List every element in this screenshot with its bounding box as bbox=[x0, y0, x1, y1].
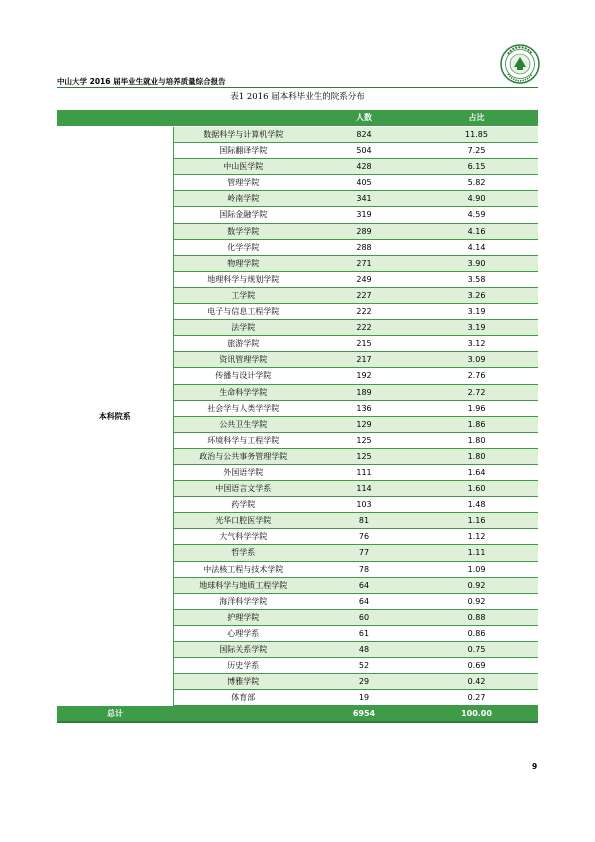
student-count: 129 bbox=[313, 416, 415, 432]
student-count: 103 bbox=[313, 497, 415, 513]
percentage-value: 2.76 bbox=[415, 368, 538, 384]
percentage-value: 0.92 bbox=[415, 593, 538, 609]
header-divider bbox=[57, 87, 538, 88]
department-name: 地理科学与规划学院 bbox=[173, 271, 313, 287]
percentage-value: 3.58 bbox=[415, 271, 538, 287]
percentage-value: 4.59 bbox=[415, 207, 538, 223]
department-name: 电子与信息工程学院 bbox=[173, 304, 313, 320]
department-name: 药学院 bbox=[173, 497, 313, 513]
department-name: 光华口腔医学院 bbox=[173, 513, 313, 529]
department-name: 外国语学院 bbox=[173, 464, 313, 480]
student-count: 19 bbox=[313, 690, 415, 706]
report-title: 中山大学 2016 届毕业生就业与培养质量综合报告 bbox=[57, 77, 226, 86]
department-name: 化学学院 bbox=[173, 239, 313, 255]
percentage-value: 6.15 bbox=[415, 159, 538, 175]
student-count: 504 bbox=[313, 143, 415, 159]
percentage-value: 7.25 bbox=[415, 143, 538, 159]
total-label: 总计 bbox=[57, 706, 173, 723]
percentage-value: 0.75 bbox=[415, 642, 538, 658]
student-count: 189 bbox=[313, 384, 415, 400]
student-count: 60 bbox=[313, 609, 415, 625]
student-count: 64 bbox=[313, 577, 415, 593]
department-name: 物理学院 bbox=[173, 255, 313, 271]
department-name: 资讯管理学院 bbox=[173, 352, 313, 368]
percentage-value: 1.11 bbox=[415, 545, 538, 561]
student-count: 249 bbox=[313, 271, 415, 287]
student-count: 222 bbox=[313, 304, 415, 320]
table-body bbox=[57, 127, 538, 706]
student-count: 271 bbox=[313, 255, 415, 271]
percentage-value: 1.80 bbox=[415, 448, 538, 464]
percentage-value: 0.88 bbox=[415, 609, 538, 625]
department-name: 岭南学院 bbox=[173, 191, 313, 207]
student-count: 114 bbox=[313, 481, 415, 497]
department-name: 博雅学院 bbox=[173, 674, 313, 690]
percentage-value: 0.69 bbox=[415, 658, 538, 674]
total-row bbox=[57, 706, 538, 723]
percentage-value: 3.19 bbox=[415, 304, 538, 320]
department-name: 社会学与人类学学院 bbox=[173, 400, 313, 416]
total-count: 6954 bbox=[313, 706, 415, 723]
percentage-value: 1.09 bbox=[415, 561, 538, 577]
university-seal-logo bbox=[500, 44, 540, 84]
student-count: 222 bbox=[313, 320, 415, 336]
department-name: 数学学院 bbox=[173, 223, 313, 239]
department-name: 国际翻译学院 bbox=[173, 143, 313, 159]
header-cell-count: 人数 bbox=[313, 110, 415, 127]
department-name: 地球科学与地质工程学院 bbox=[173, 577, 313, 593]
table-header-row bbox=[57, 110, 538, 127]
department-name: 哲学系 bbox=[173, 545, 313, 561]
percentage-value: 0.86 bbox=[415, 625, 538, 641]
student-count: 192 bbox=[313, 368, 415, 384]
student-count: 125 bbox=[313, 432, 415, 448]
percentage-value: 4.90 bbox=[415, 191, 538, 207]
percentage-value: 2.72 bbox=[415, 384, 538, 400]
student-count: 136 bbox=[313, 400, 415, 416]
header-cell-department bbox=[173, 110, 313, 127]
percentage-value: 4.14 bbox=[415, 239, 538, 255]
department-name: 生命科学学院 bbox=[173, 384, 313, 400]
department-name: 政治与公共事务管理学院 bbox=[173, 448, 313, 464]
percentage-value: 1.96 bbox=[415, 400, 538, 416]
student-count: 81 bbox=[313, 513, 415, 529]
student-count: 215 bbox=[313, 336, 415, 352]
department-name: 中国语言文学系 bbox=[173, 481, 313, 497]
department-name: 护理学院 bbox=[173, 609, 313, 625]
department-name: 旅游学院 bbox=[173, 336, 313, 352]
department-name: 海洋科学学院 bbox=[173, 593, 313, 609]
student-count: 64 bbox=[313, 593, 415, 609]
percentage-value: 11.85 bbox=[415, 127, 538, 143]
department-name: 数据科学与计算机学院 bbox=[173, 127, 313, 143]
department-name: 法学院 bbox=[173, 320, 313, 336]
department-name: 公共卫生学院 bbox=[173, 416, 313, 432]
table-caption: 表1 2016 届本科毕业生的院系分布 bbox=[230, 92, 365, 102]
department-name: 大气科学学院 bbox=[173, 529, 313, 545]
student-count: 217 bbox=[313, 352, 415, 368]
percentage-value: 1.48 bbox=[415, 497, 538, 513]
total-blank bbox=[173, 706, 313, 723]
department-name: 工学院 bbox=[173, 287, 313, 303]
department-name: 体育部 bbox=[173, 690, 313, 706]
student-count: 227 bbox=[313, 287, 415, 303]
department-name: 国际关系学院 bbox=[173, 642, 313, 658]
page-number: 9 bbox=[532, 762, 538, 771]
table-row bbox=[57, 127, 538, 143]
student-count: 405 bbox=[313, 175, 415, 191]
student-count: 125 bbox=[313, 448, 415, 464]
percentage-value: 1.86 bbox=[415, 416, 538, 432]
student-count: 78 bbox=[313, 561, 415, 577]
student-count: 341 bbox=[313, 191, 415, 207]
percentage-value: 1.64 bbox=[415, 464, 538, 480]
percentage-value: 1.12 bbox=[415, 529, 538, 545]
student-count: 111 bbox=[313, 464, 415, 480]
department-name: 管理学院 bbox=[173, 175, 313, 191]
department-name: 中山医学院 bbox=[173, 159, 313, 175]
student-count: 61 bbox=[313, 625, 415, 641]
department-name: 心理学系 bbox=[173, 625, 313, 641]
percentage-value: 3.90 bbox=[415, 255, 538, 271]
percentage-value: 0.27 bbox=[415, 690, 538, 706]
department-name: 环境科学与工程学院 bbox=[173, 432, 313, 448]
percentage-value: 5.82 bbox=[415, 175, 538, 191]
department-name: 中法核工程与技术学院 bbox=[173, 561, 313, 577]
percentage-value: 0.42 bbox=[415, 674, 538, 690]
percentage-value: 1.80 bbox=[415, 432, 538, 448]
percentage-value: 0.92 bbox=[415, 577, 538, 593]
student-count: 824 bbox=[313, 127, 415, 143]
percentage-value: 3.19 bbox=[415, 320, 538, 336]
percentage-value: 1.16 bbox=[415, 513, 538, 529]
student-count: 289 bbox=[313, 223, 415, 239]
student-count: 76 bbox=[313, 529, 415, 545]
percentage-value: 3.26 bbox=[415, 287, 538, 303]
total-percentage: 100.00 bbox=[415, 706, 538, 723]
department-name: 传播与设计学院 bbox=[173, 368, 313, 384]
department-name: 历史学系 bbox=[173, 658, 313, 674]
percentage-value: 3.09 bbox=[415, 352, 538, 368]
category-label: 本科院系 bbox=[57, 127, 173, 706]
header-cell-percentage: 占比 bbox=[415, 110, 538, 127]
header-cell-category bbox=[57, 110, 173, 127]
student-count: 319 bbox=[313, 207, 415, 223]
percentage-value: 4.16 bbox=[415, 223, 538, 239]
percentage-value: 3.12 bbox=[415, 336, 538, 352]
student-count: 52 bbox=[313, 658, 415, 674]
student-count: 77 bbox=[313, 545, 415, 561]
percentage-value: 1.60 bbox=[415, 481, 538, 497]
department-distribution-table bbox=[57, 110, 538, 723]
department-name: 国际金融学院 bbox=[173, 207, 313, 223]
student-count: 428 bbox=[313, 159, 415, 175]
student-count: 288 bbox=[313, 239, 415, 255]
student-count: 29 bbox=[313, 674, 415, 690]
student-count: 48 bbox=[313, 642, 415, 658]
